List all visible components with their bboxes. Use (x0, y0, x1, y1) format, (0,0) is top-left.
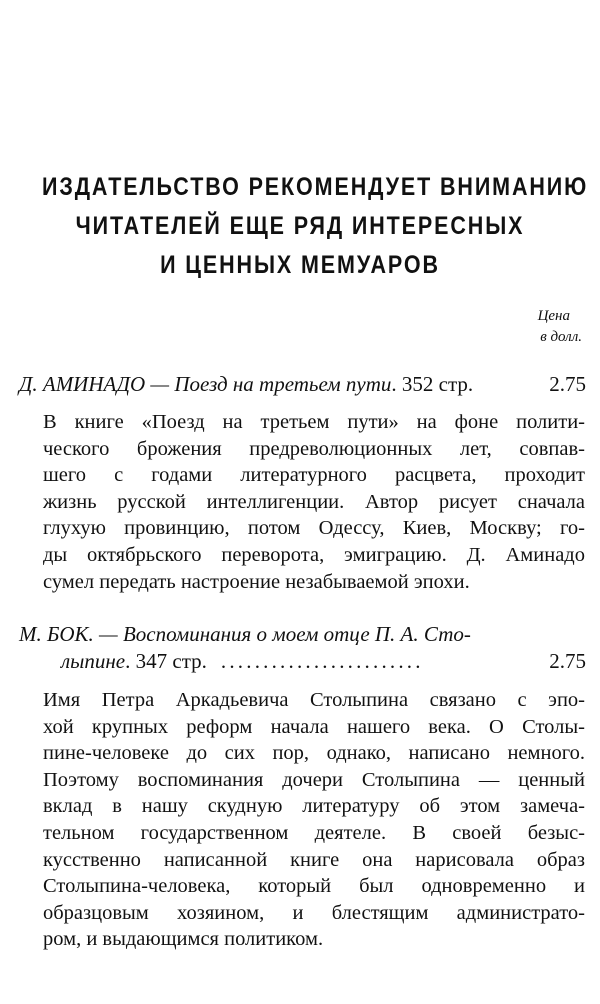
book-price: 2.75 (549, 372, 586, 396)
book-entry-heading (19, 371, 586, 398)
price-header-currency: в долл. (540, 329, 582, 345)
book-description (43, 687, 585, 953)
description-line: образцовым хозяином, и блестящим администрато- (43, 901, 585, 924)
book-description (43, 409, 585, 595)
description-line: Столыпина-человека, который был одновременно и (43, 875, 585, 898)
description-line: хой крупных реформ начала нашего века. О Столы- (43, 715, 585, 738)
description-line: ром, и выдающимся политиком. (43, 928, 324, 951)
book-author: Д. АМИНАДО (19, 372, 146, 396)
description-line: тельном государственном деятеле. В своей безыс- (43, 821, 585, 844)
description-line: Поэтому воспоминания дочери Столыпина — ценный (43, 768, 585, 791)
description-line: шего с годами литературного расцвета, проходит (43, 464, 585, 487)
title-line: ИЗДАТЕЛЬСТВО РЕКОМЕНДУЕТ ВНИМАНИЮ (42, 173, 589, 201)
title-line: ЧИТАТЕЛЕЙ ЕЩЕ РЯД ИНТЕРЕСНЫХ (75, 212, 525, 240)
description-line: Имя Петра Аркадьевича Столыпина связано с эпо- (43, 689, 585, 711)
description-line: В книге «Поезд на третьем пути» на фоне полити- (43, 411, 585, 433)
description-line: кусственно написанной книге она нарисовала образ (43, 848, 585, 871)
description-line: глухую провинцию, потом Одессу, Киев, Москву; го- (43, 517, 585, 540)
dash: — (145, 372, 175, 396)
description-line: ды октябрьского переворота, эмиграцию. Д. Аминадо (43, 543, 585, 566)
description-line: ческого брожения предреволюционных лет, совпав- (43, 437, 585, 460)
price-header-label: Цена (537, 308, 570, 324)
book-title-continued: лыпине (61, 649, 126, 673)
book-pages: . 347 стр. (125, 649, 207, 673)
dash: — (93, 622, 123, 646)
price-column-header (502, 306, 582, 348)
book-title: Воспоминания о моем отце П. А. Сто- (122, 622, 471, 646)
book-pages: . 352 стр. (391, 372, 474, 396)
book-title: Поезд на третьем пути (174, 372, 392, 396)
page-title (42, 168, 589, 285)
book-author: М. БОК. (19, 622, 94, 646)
description-line: пине-человеке до сих пор, однако, написано немного. (43, 742, 585, 765)
book-entry-heading (19, 621, 586, 675)
description-line: вклад в нашу скудную литературу об этом замеча- (43, 795, 585, 818)
title-line: И ЦЕННЫХ МЕМУАРОВ (160, 251, 440, 279)
book-price: 2.75 (549, 649, 586, 673)
dot-leader: ........................ (220, 649, 424, 673)
description-line: сумел передать настроение незабываемой эпохи. (43, 570, 470, 593)
description-line: жизнь русской интеллигенции. Автор рисует сначала (43, 490, 585, 513)
